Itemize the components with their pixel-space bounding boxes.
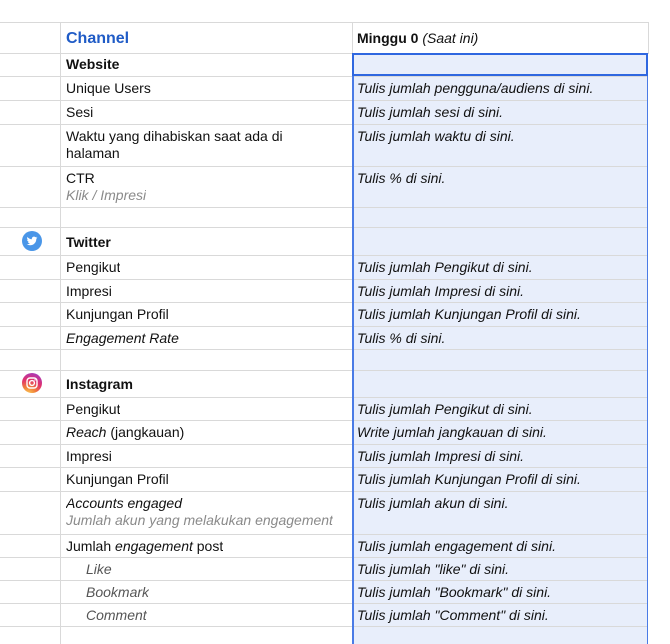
row-value[interactable]: Tulis jumlah Kunjungan Profil di sini. [357,471,581,487]
row-label[interactable]: Impresi [66,448,112,464]
row-label[interactable] [66,424,184,441]
row-label-plain: Jumlah [66,538,116,554]
row-value[interactable]: Tulis jumlah Kunjungan Profil di sini. [357,306,581,322]
column-header-channel[interactable]: Channel [66,30,130,47]
row-label-italic: engagement [115,538,193,554]
row-label[interactable]: Kunjungan Profil [66,306,169,322]
row-label[interactable]: Sesi [66,104,94,120]
row-value[interactable]: Tulis jumlah Impresi di sini. [357,283,525,299]
instagram-icon [22,373,42,393]
gridline [60,22,61,644]
row-label[interactable] [66,170,146,204]
row-label-main: Accounts engaged [66,495,182,511]
row-label[interactable] [66,538,223,555]
row-label-line1: Waktu yang dihabiskan saat ada di [66,128,283,144]
row-label-italic: Reach [66,424,107,440]
active-cell[interactable] [352,53,648,76]
section-title-twitter[interactable]: Twitter [66,234,111,250]
row-value[interactable]: Tulis jumlah "Comment" di sini. [357,607,549,623]
column-header-week[interactable] [357,30,478,46]
section-title-website[interactable]: Website [66,56,120,72]
row-value[interactable]: Tulis jumlah akun di sini. [357,495,509,511]
gridline [352,22,353,54]
row-value[interactable]: Tulis jumlah "Bookmark" di sini. [357,584,552,600]
row-label[interactable]: Bookmark [86,584,150,600]
row-label[interactable]: Pengikut [66,401,121,417]
row-label[interactable] [66,128,283,162]
row-sublabel: Jumlah akun yang melakukan engagement [66,512,333,528]
row-value[interactable]: Tulis jumlah engagement di sini. [357,538,556,554]
row-value[interactable]: Write jumlah jangkauan di sini. [357,424,547,440]
gridline [0,22,648,23]
row-value[interactable]: Tulis jumlah pengguna/audiens di sini. [357,80,594,96]
row-value[interactable]: Tulis jumlah sesi di sini. [357,104,504,120]
row-sublabel: Klik / Impresi [66,187,147,203]
row-value[interactable]: Tulis jumlah Pengikut di sini. [357,259,533,275]
week-current-label: (Saat ini) [422,30,479,46]
row-label-rest: post [192,538,224,554]
gridline [648,22,649,54]
row-label[interactable] [66,495,333,529]
row-value[interactable]: Tulis jumlah "like" di sini. [357,561,510,577]
row-label[interactable]: Comment [86,607,147,623]
row-label[interactable]: Pengikut [66,259,121,275]
row-value[interactable]: Tulis % di sini. [357,170,446,186]
row-value[interactable]: Tulis % di sini. [357,330,446,346]
twitter-icon [22,231,42,251]
row-value[interactable]: Tulis jumlah Pengikut di sini. [357,401,533,417]
row-label[interactable]: Unique Users [66,80,151,96]
row-label[interactable]: Engagement Rate [66,330,179,346]
row-label[interactable]: Kunjungan Profil [66,471,169,487]
week-label: Minggu 0 [357,30,419,46]
row-label-main: CTR [66,170,95,186]
row-label-line2: halaman [66,145,120,161]
row-value[interactable]: Tulis jumlah Impresi di sini. [357,448,525,464]
row-label-rest: (jangkauan) [106,424,185,440]
row-label[interactable]: Impresi [66,283,112,299]
section-title-instagram[interactable]: Instagram [66,376,133,392]
row-value[interactable]: Tulis jumlah waktu di sini. [357,128,515,144]
row-label[interactable]: Like [86,561,112,577]
